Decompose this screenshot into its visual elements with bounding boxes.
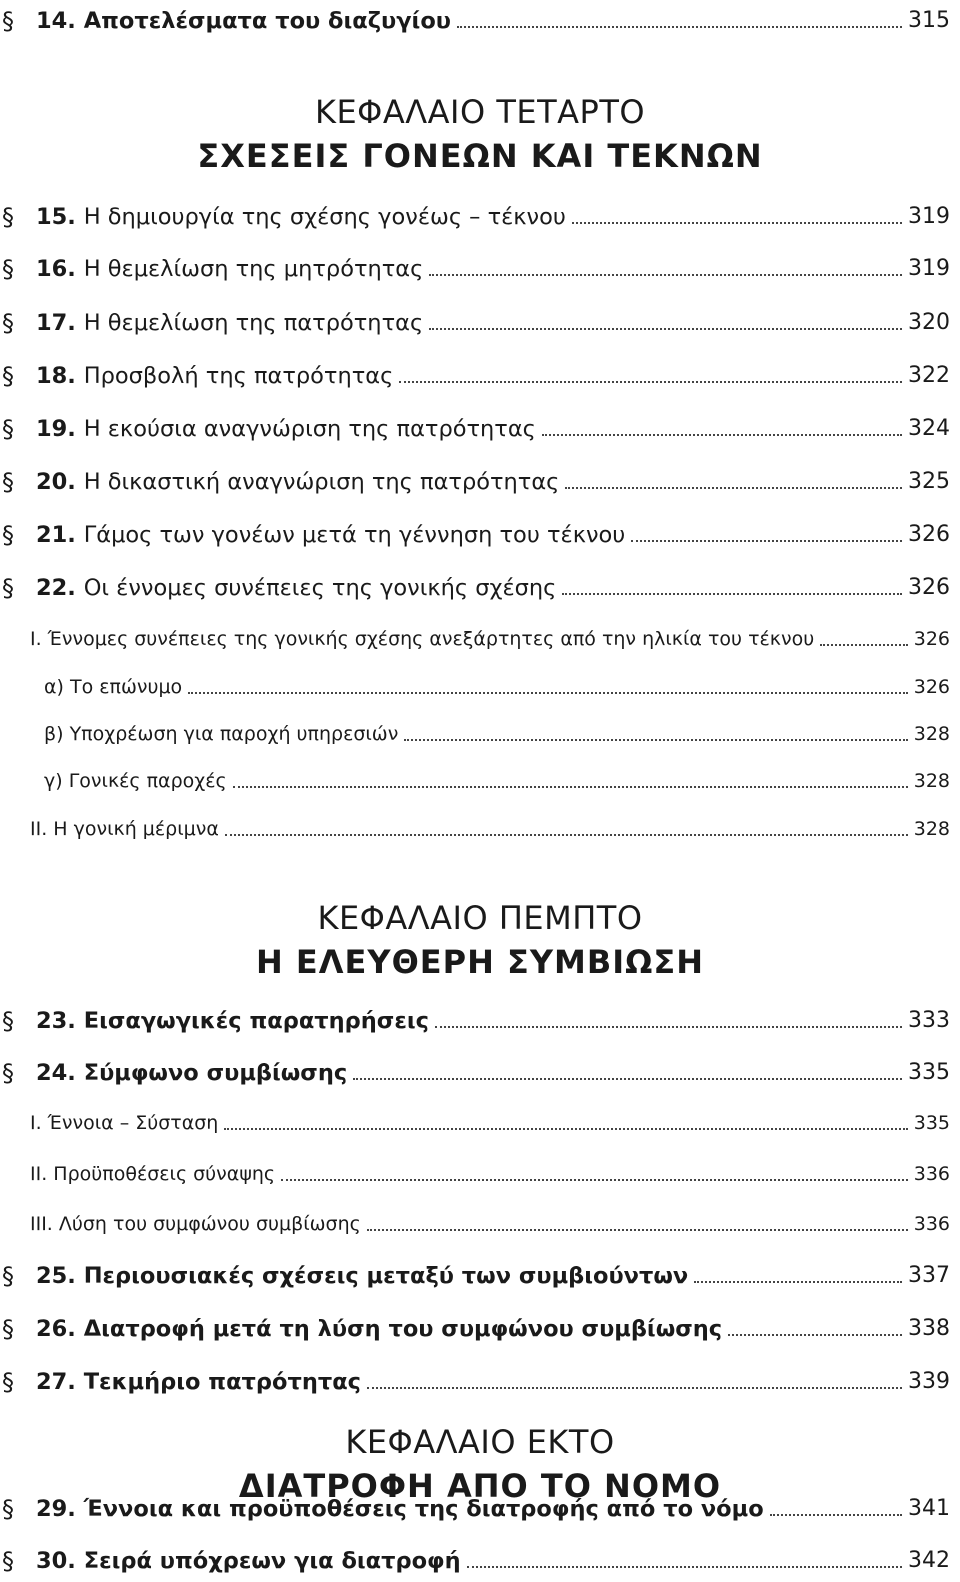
dot-leader [404, 739, 907, 741]
section-symbol: § [2, 1262, 14, 1290]
entry-page: 325 [908, 469, 950, 494]
entry-page: 320 [908, 310, 950, 335]
dot-leader [728, 1334, 902, 1336]
entry-title: 22. Οι έννομες συνέπειες της γονικής σχέσης [36, 575, 557, 601]
dot-leader [562, 593, 902, 595]
section-symbol: § [2, 1007, 14, 1035]
entry-page: 342 [908, 1548, 950, 1573]
subentry-title: ΙΙΙ. Λύση του συμφώνου συμβίωσης [30, 1213, 361, 1235]
chapter-label: ΚΕΦΑΛΑΙΟ ΕΚΤΟ [345, 1423, 615, 1461]
subentry-page: 326 [913, 628, 950, 650]
entry-title: 15. Η δημιουργία της σχέσης γονέως – τέκνου [36, 204, 566, 230]
entry-page: 322 [908, 363, 950, 388]
subentry-title: Ι. Έννοια – Σύσταση [30, 1112, 219, 1134]
chapter-title: Η ΕΛΕΥΘΕΡΗ ΣΥΜΒΙΩΣΗ [255, 943, 705, 981]
subentry-page: 336 [913, 1163, 950, 1185]
toc-entry [0, 1308, 950, 1344]
entry-title: 29. Έννοια και προϋποθέσεις της διατροφής από το νόμο [36, 1496, 764, 1522]
chapter-label: ΚΕΦΑΛΑΙΟ ΤΕΤΑΡΤΟ [314, 93, 646, 131]
toc-entry [0, 408, 950, 444]
entry-page: 319 [908, 256, 950, 281]
entry-page: 326 [908, 575, 950, 600]
section-symbol: § [2, 7, 14, 35]
dot-leader [188, 692, 908, 694]
section-symbol: § [2, 203, 14, 231]
toc-entry [0, 0, 950, 36]
subentry-page: 326 [913, 676, 950, 698]
toc-entry [0, 1255, 950, 1291]
entry-page: 326 [908, 522, 950, 547]
dot-leader [399, 381, 902, 383]
section-symbol: § [2, 1368, 14, 1396]
toc-subentry [0, 1155, 950, 1189]
toc-subentry [0, 762, 950, 796]
section-symbol: § [2, 1495, 14, 1523]
subentry-page: 328 [913, 723, 950, 745]
toc-subentry [0, 810, 950, 844]
dot-leader [572, 222, 902, 224]
toc-entry [0, 355, 950, 391]
toc-subentry [0, 1104, 950, 1138]
dot-leader [467, 1566, 902, 1568]
entry-title: 18. Προσβολή της πατρότητας [36, 363, 394, 389]
toc-subentry [0, 715, 950, 749]
toc-entry [0, 1000, 950, 1036]
entry-title: 16. Η θεμελίωση της μητρότητας [36, 256, 424, 282]
toc-subentry [0, 620, 950, 654]
toc-subentry [0, 668, 950, 702]
entry-title: 19. Η εκούσια αναγνώριση της πατρότητας [36, 416, 536, 442]
dot-leader [367, 1229, 908, 1231]
subentry-title: γ) Γονικές παροχές [44, 770, 227, 792]
subentry-title: ΙΙ. Η γονική μέριμνα [30, 818, 219, 840]
subentry-page: 328 [913, 770, 950, 792]
chapter-heading [0, 90, 960, 178]
section-symbol: § [2, 1059, 14, 1087]
entry-title: 27. Τεκμήριο πατρότητας [36, 1369, 362, 1395]
dot-leader [367, 1387, 902, 1389]
toc-entry [0, 1052, 950, 1088]
toc-entry [0, 302, 950, 338]
entry-title: 25. Περιουσιακές σχέσεις μεταξύ των συμβιούντων [36, 1263, 689, 1289]
toc-entry [0, 1488, 950, 1524]
entry-page: 324 [908, 416, 950, 441]
entry-page: 315 [908, 8, 950, 33]
entry-title: 23. Εισαγωγικές παρατηρήσεις [36, 1008, 429, 1034]
section-symbol: § [2, 255, 14, 283]
toc-entry [0, 461, 950, 497]
section-symbol: § [2, 309, 14, 337]
chapter-title: ΔΙΑΤΡΟΦΗ ΑΠΟ ΤΟ ΝΟΜΟ [238, 1467, 722, 1505]
entry-page: 319 [908, 204, 950, 229]
dot-leader [225, 834, 908, 836]
dot-leader [694, 1281, 902, 1283]
section-symbol: § [2, 521, 14, 549]
dot-leader [435, 1026, 902, 1028]
entry-page: 335 [908, 1060, 950, 1085]
entry-page: 338 [908, 1316, 950, 1341]
dot-leader [281, 1179, 908, 1181]
entry-title: 21. Γάμος των γονέων μετά τη γέννηση του τέκνου [36, 522, 626, 548]
dot-leader [429, 328, 902, 330]
section-symbol: § [2, 1315, 14, 1343]
dot-leader [770, 1514, 902, 1516]
subentry-page: 328 [913, 818, 950, 840]
toc-entry [0, 1361, 950, 1397]
entry-title: 14. Αποτελέσματα του διαζυγίου [36, 8, 451, 34]
subentry-title: Ι. Έννομες συνέπειες της γονικής σχέσης ανεξάρτητες από την ηλικία του τέκνου [30, 628, 815, 650]
subentry-title: α) Το επώνυμο [44, 676, 183, 698]
chapter-title: ΣΧΕΣΕΙΣ ΓΟΝΕΩΝ ΚΑΙ ΤΕΚΝΩΝ [197, 137, 763, 175]
section-symbol: § [2, 362, 14, 390]
entry-page: 333 [908, 1008, 950, 1033]
subentry-title: ΙΙ. Προϋποθέσεις σύναψης [30, 1163, 276, 1185]
dot-leader [820, 644, 908, 646]
toc-entry [0, 1540, 950, 1576]
dot-leader [429, 274, 902, 276]
section-symbol: § [2, 415, 14, 443]
toc-entry [0, 514, 950, 550]
dot-leader [224, 1128, 907, 1130]
section-symbol: § [2, 1547, 14, 1575]
section-symbol: § [2, 574, 14, 602]
toc-entry [0, 567, 950, 603]
dot-leader [631, 540, 902, 542]
dot-leader [233, 786, 908, 788]
subentry-page: 335 [913, 1112, 950, 1134]
subentry-title: β) Υποχρέωση για παροχή υπηρεσιών [44, 723, 399, 745]
entry-title: 26. Διατροφή μετά τη λύση του συμφώνου συμβίωσης [36, 1316, 723, 1342]
entry-title: 20. Η δικαστική αναγνώριση της πατρότητας [36, 469, 560, 495]
dot-leader [353, 1078, 902, 1080]
section-symbol: § [2, 468, 14, 496]
subentry-page: 336 [913, 1213, 950, 1235]
dot-leader [542, 434, 902, 436]
entry-title: 24. Σύμφωνο συμβίωσης [36, 1060, 348, 1086]
entry-title: 17. Η θεμελίωση της πατρότητας [36, 310, 424, 336]
toc-entry [0, 248, 950, 284]
chapter-heading [0, 896, 960, 984]
entry-page: 339 [908, 1369, 950, 1394]
dot-leader [565, 487, 902, 489]
chapter-label: ΚΕΦΑΛΑΙΟ ΠΕΜΠΤΟ [317, 899, 643, 937]
toc-entry [0, 196, 950, 232]
dot-leader [457, 26, 902, 28]
toc-subentry [0, 1205, 950, 1239]
entry-page: 337 [908, 1263, 950, 1288]
entry-page: 341 [908, 1496, 950, 1521]
entry-title: 30. Σειρά υπόχρεων για διατροφή [36, 1548, 461, 1574]
